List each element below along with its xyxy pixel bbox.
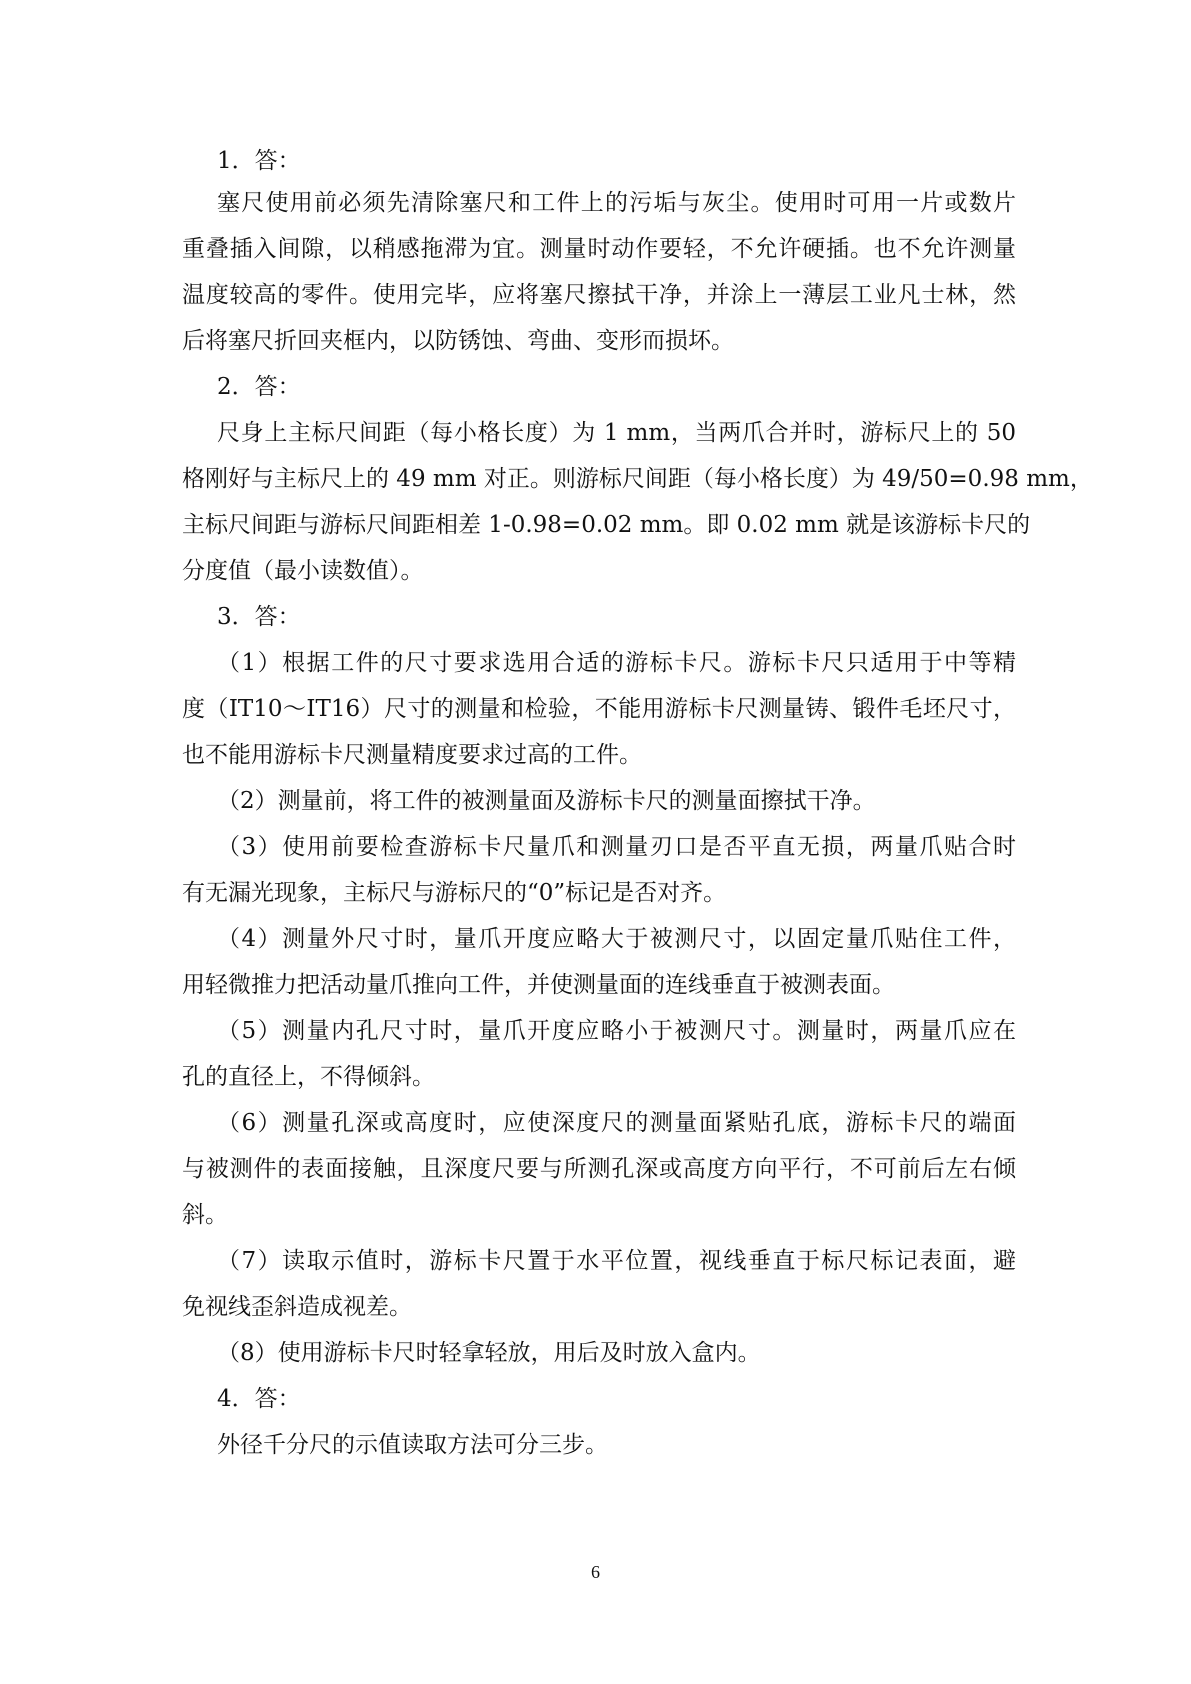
paragraph-line: （1）根据工件的尺寸要求选用合适的游标卡尺。游标卡尺只适用于中等精 bbox=[217, 650, 1016, 676]
paragraph-line: 尺身上主标尺间距（每小格长度）为 1 mm，当两爪合并时，游标尺上的 50 bbox=[217, 420, 1016, 446]
paragraph-line: 与被测件的表面接触，且深度尺要与所测孔深或高度方向平行，不可前后左右倾 bbox=[182, 1156, 1016, 1182]
paragraph-line: 斜。 bbox=[182, 1202, 228, 1228]
paragraph-line: 免视线歪斜造成视差。 bbox=[182, 1294, 412, 1320]
heading-answer-4: 4．答： bbox=[217, 1386, 301, 1412]
paragraph-line: （3）使用前要检查游标卡尺量爪和测量刃口是否平直无损，两量爪贴合时 bbox=[217, 834, 1016, 860]
heading-answer-3: 3．答： bbox=[217, 604, 301, 630]
paragraph-line: 也不能用游标卡尺测量精度要求过高的工件。 bbox=[182, 742, 642, 768]
heading-answer-1: 1．答： bbox=[217, 148, 301, 174]
paragraph-line: （6）测量孔深或高度时，应使深度尺的测量面紧贴孔底，游标卡尺的端面 bbox=[217, 1110, 1016, 1136]
paragraph-line: （5）测量内孔尺寸时，量爪开度应略小于被测尺寸。测量时，两量爪应在 bbox=[217, 1018, 1016, 1044]
paragraph-line: 度（IT10～IT16）尺寸的测量和检验，不能用游标卡尺测量铸、锻件毛坯尺寸， bbox=[182, 696, 1016, 722]
paragraph-line: 后将塞尺折回夹框内，以防锈蚀、弯曲、变形而损坏。 bbox=[182, 328, 734, 354]
page-number: 6 bbox=[591, 1562, 600, 1582]
paragraph-line: 主标尺间距与游标尺间距相差 1-0.98=0.02 mm。即 0.02 mm 就是该游标卡尺的 bbox=[182, 512, 1031, 538]
paragraph-line: 格刚好与主标尺上的 49 mm 对正。则游标尺间距（每小格长度）为 49/50=0.98 mm， bbox=[182, 466, 1093, 492]
paragraph-line: （7）读取示值时，游标卡尺置于水平位置，视线垂直于标尺标记表面，避 bbox=[217, 1248, 1016, 1274]
paragraph-line: （4）测量外尺寸时，量爪开度应略大于被测尺寸，以固定量爪贴住工件， bbox=[217, 926, 1016, 952]
paragraph-line: 塞尺使用前必须先清除塞尺和工件上的污垢与灰尘。使用时可用一片或数片 bbox=[217, 190, 1016, 216]
paragraph-line: 用轻微推力把活动量爪推向工件，并使测量面的连线垂直于被测表面。 bbox=[182, 972, 895, 998]
paragraph-line: 分度值（最小读数值）。 bbox=[182, 558, 424, 584]
heading-answer-2: 2．答： bbox=[217, 374, 301, 400]
paragraph-line: 外径千分尺的示值读取方法可分三步。 bbox=[217, 1432, 608, 1458]
paragraph-line: （8）使用游标卡尺时轻拿轻放，用后及时放入盒内。 bbox=[217, 1340, 761, 1366]
paragraph-line: 有无漏光现象，主标尺与游标尺的“0”标记是否对齐。 bbox=[182, 880, 727, 906]
paragraph-line: 孔的直径上，不得倾斜。 bbox=[182, 1064, 435, 1090]
paragraph-line: （2）测量前，将工件的被测量面及游标卡尺的测量面擦拭干净。 bbox=[217, 788, 876, 814]
paragraph-line: 温度较高的零件。使用完毕，应将塞尺擦拭干净，并涂上一薄层工业凡士林，然 bbox=[182, 282, 1016, 308]
paragraph-line: 重叠插入间隙，以稍感拖滞为宜。测量时动作要轻，不允许硬插。也不允许测量 bbox=[182, 236, 1016, 262]
